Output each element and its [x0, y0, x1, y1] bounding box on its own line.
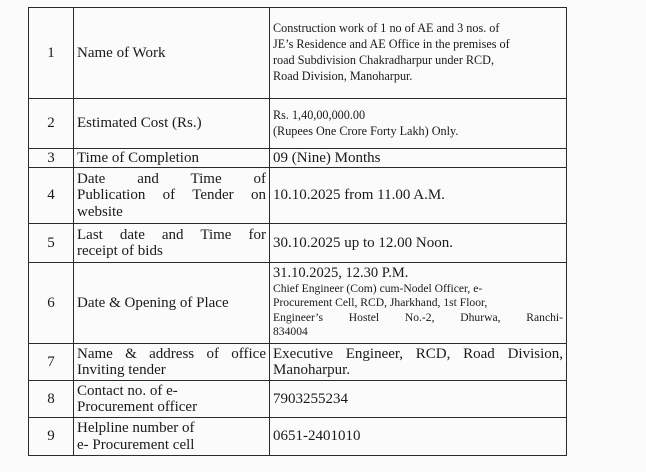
value-line: Manoharpur.	[273, 362, 351, 378]
opening-date: 31.10.2025, 12.30 P.M.	[273, 265, 409, 282]
table-row	[29, 99, 567, 149]
value-line: road Subdivision Chakradharpur under RCD,	[273, 53, 495, 67]
table-row	[29, 344, 567, 381]
table-row	[29, 8, 567, 99]
label-line: Procurement officer	[77, 399, 198, 415]
row-label	[74, 381, 270, 418]
row-number: 8	[29, 381, 74, 418]
label-line: website	[77, 203, 123, 220]
value-line: Engineer’s Hostel No.-2, Dhurwa, Ranchi-	[273, 310, 563, 324]
tender-details-table	[28, 7, 567, 456]
table-row	[29, 263, 567, 344]
row-value: 10.10.2025 from 11.00 A.M.	[270, 168, 567, 224]
row-number: 7	[29, 344, 74, 381]
row-value	[270, 263, 567, 344]
label-line: Name & address of office	[77, 345, 266, 362]
row-label	[74, 418, 270, 456]
label-line: e- Procurement cell	[77, 436, 195, 453]
label-line: Date and Time of	[77, 170, 266, 187]
table-row	[29, 381, 567, 418]
row-label	[74, 224, 270, 263]
row-number: 4	[29, 168, 74, 224]
row-label: Time of Completion	[74, 149, 270, 168]
row-label: Date & Opening of Place	[74, 263, 270, 344]
row-value: 7903255234	[270, 381, 567, 418]
table-row	[29, 224, 567, 263]
table-row	[29, 149, 567, 168]
row-label: Estimated Cost (Rs.)	[74, 99, 270, 149]
label-line: Contact no. of e-	[77, 382, 178, 399]
value-line: Procurement Cell, RCD, Jharkhand, 1st Floor,	[273, 296, 488, 310]
value-line: 834004	[273, 325, 308, 339]
row-value: 30.10.2025 up to 12.00 Noon.	[270, 224, 567, 263]
value-line: Chief Engineer (Com) cum-Nodel Officer, e-	[273, 282, 483, 295]
row-value	[270, 344, 567, 381]
value-line: JE’s Residence and AE Office in the premises of	[273, 37, 510, 52]
row-number: 1	[29, 8, 74, 99]
label-line: Inviting tender	[77, 362, 166, 378]
value-line: Construction work of 1 no of AE and 3 nos. of	[273, 21, 500, 36]
label-line: receipt of bids	[77, 243, 163, 259]
row-label: Name of Work	[74, 8, 270, 99]
row-label	[74, 344, 270, 381]
row-number: 2	[29, 99, 74, 149]
row-number: 6	[29, 263, 74, 344]
row-value	[270, 99, 567, 149]
value-line: Rs. 1,40,00,000.00	[273, 107, 366, 122]
row-value: 0651-2401010	[270, 418, 567, 456]
row-number: 3	[29, 149, 74, 168]
value-line: Executive Engineer, RCD, Road Division,	[273, 345, 563, 362]
row-number: 5	[29, 224, 74, 263]
row-value	[270, 8, 567, 99]
value-line: Road Division, Manoharpur.	[273, 68, 413, 83]
label-line: Helpline number of	[77, 420, 195, 436]
label-line: Publication of Tender on	[77, 187, 266, 204]
row-value: 09 (Nine) Months	[270, 149, 567, 168]
label-line: Last date and Time for	[77, 226, 266, 243]
value-line: (Rupees One Crore Forty Lakh) Only.	[273, 123, 459, 138]
row-number: 9	[29, 418, 74, 456]
table-row	[29, 168, 567, 224]
row-label	[74, 168, 270, 224]
table-row	[29, 418, 567, 456]
